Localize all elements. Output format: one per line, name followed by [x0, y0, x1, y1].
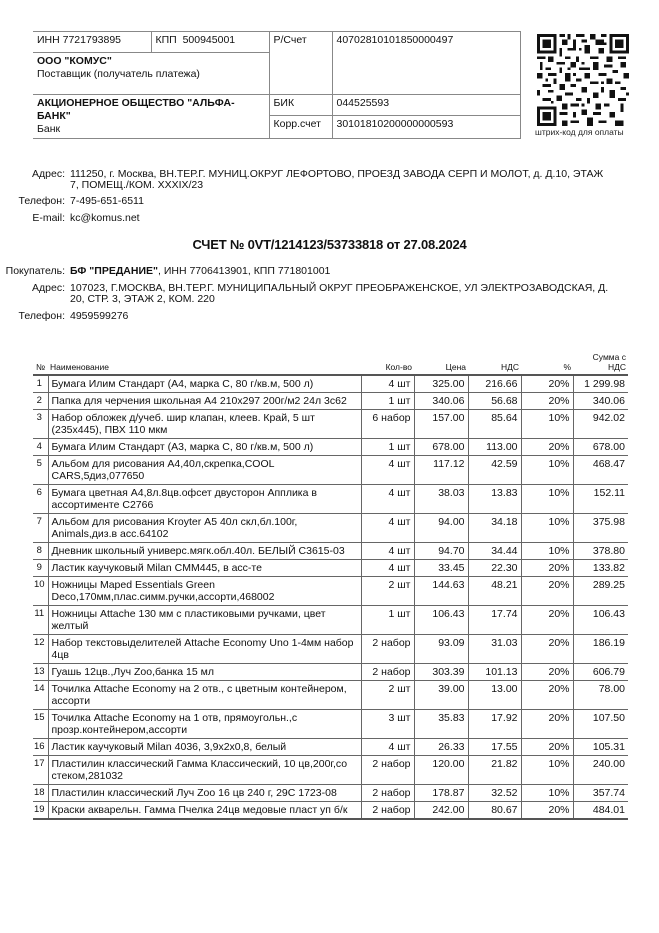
item-name: Дневник школьный универс.мягк.обл.40л. БЕЛЫЙ С3615-03	[48, 543, 361, 560]
item-price: 242.00	[414, 802, 468, 820]
item-name: Альбом для рисования Kroyter А5 40л скл,бл.100г, Animals,диз.в асс.64102	[48, 514, 361, 543]
col-price: Цена	[414, 349, 468, 375]
item-vat: 31.03	[468, 635, 521, 664]
table-row	[33, 756, 628, 785]
item-sum: 186.19	[573, 635, 628, 664]
buyer-phone-label: Телефон:	[18, 310, 65, 322]
row-number: 13	[33, 664, 48, 681]
item-sum: 78.00	[573, 681, 628, 710]
phone-label: Телефон:	[18, 195, 65, 207]
item-vat-rate: 10%	[521, 514, 573, 543]
table-row	[33, 710, 628, 739]
item-name: Ластик каучуковый Milan 4036, 3,9x2x0,8, белый	[48, 739, 361, 756]
item-price: 117.12	[414, 456, 468, 485]
table-row	[33, 635, 628, 664]
buyer-address-label: Адрес:	[32, 282, 65, 294]
item-price: 157.00	[414, 410, 468, 439]
item-qty: 4 шт	[361, 514, 414, 543]
row-number: 9	[33, 560, 48, 577]
address-label: Адрес:	[32, 168, 65, 180]
item-name: Краски акварельн. Гамма Пчелка 24цв медовые пласт уп б/к	[48, 802, 361, 820]
buyer-address-line2: 20, СТР. 3, ЭТАЖ 2, КОМ. 220	[70, 293, 215, 305]
item-price: 94.00	[414, 514, 468, 543]
bik-label: БИК	[269, 95, 332, 116]
item-vat-rate: 20%	[521, 560, 573, 577]
item-sum: 678.00	[573, 439, 628, 456]
item-sum: 484.01	[573, 802, 628, 820]
col-rate: %	[521, 349, 573, 375]
item-qty: 6 набор	[361, 410, 414, 439]
item-vat: 17.55	[468, 739, 521, 756]
item-vat-rate: 20%	[521, 577, 573, 606]
item-vat-rate: 20%	[521, 664, 573, 681]
item-name: Гуашь 12цв.,Луч Zoo,банка 15 мл	[48, 664, 361, 681]
item-sum: 289.25	[573, 577, 628, 606]
item-vat: 101.13	[468, 664, 521, 681]
row-number: 16	[33, 739, 48, 756]
col-vat: НДС	[468, 349, 521, 375]
supplier-kpp: КПП 500945001	[151, 32, 269, 53]
item-name: Точилка Attache Economy на 2 отв., с цветным контейнером, ассорти	[48, 681, 361, 710]
supplier-address-line1: 111250, г. Москва, ВН.ТЕР.Г. МУНИЦ.ОКРУГ ЛЕФОРТОВО, ПРОЕЗД ЗАВОДА СЕРП И МОЛОТ, д. Д.10, ЭТАЖ	[70, 168, 604, 180]
item-name: Бумага Илим Стандарт (А3, марка С, 80 г/кв.м, 500 л)	[48, 439, 361, 456]
item-vat-rate: 20%	[521, 710, 573, 739]
table-row	[33, 739, 628, 756]
table-header	[33, 349, 628, 375]
item-price: 38.03	[414, 485, 468, 514]
item-vat: 42.59	[468, 456, 521, 485]
item-price: 340.06	[414, 393, 468, 410]
item-qty: 4 шт	[361, 543, 414, 560]
row-number: 17	[33, 756, 48, 785]
item-name: Папка для черчения школьная А4 210x297 200г/м2 24л 3с62	[48, 393, 361, 410]
item-price: 93.09	[414, 635, 468, 664]
buyer-label: Покупатель:	[5, 265, 65, 277]
item-vat-rate: 20%	[521, 739, 573, 756]
item-vat: 56.68	[468, 393, 521, 410]
table-row	[33, 560, 628, 577]
item-name: Ножницы Attache 130 мм с пластиковыми ручками, цвет желтый	[48, 606, 361, 635]
row-number: 7	[33, 514, 48, 543]
item-vat: 22.30	[468, 560, 521, 577]
row-number: 10	[33, 577, 48, 606]
item-vat: 34.18	[468, 514, 521, 543]
supplier-phone: 7-495-651-6511	[70, 195, 144, 207]
item-vat-rate: 20%	[521, 635, 573, 664]
buyer-info	[5, 265, 645, 325]
item-name: Набор обложек д/учеб. шир клапан, клеев. Край, 5 шт (235x445), ПВХ 110 мкм	[48, 410, 361, 439]
row-number: 1	[33, 375, 48, 393]
supplier-name: ООО "КОМУС"	[37, 55, 112, 67]
row-number: 19	[33, 802, 48, 820]
item-name: Бумага цветная А4,8л.8цв.офсет двусторон Апплика в ассортименте С2766	[48, 485, 361, 514]
item-sum: 468.47	[573, 456, 628, 485]
item-vat-rate: 20%	[521, 375, 573, 393]
item-sum: 340.06	[573, 393, 628, 410]
supplier-role: Поставщик (получатель платежа)	[37, 68, 200, 80]
item-qty: 2 набор	[361, 635, 414, 664]
supplier-address-line2: 7, ПОМЕЩ./КОМ. XXXIX/23	[70, 179, 204, 191]
row-number: 4	[33, 439, 48, 456]
supplier-email[interactable]: kc@komus.net	[70, 212, 140, 224]
item-price: 33.45	[414, 560, 468, 577]
item-price: 303.39	[414, 664, 468, 681]
table-row	[33, 785, 628, 802]
item-qty: 2 набор	[361, 785, 414, 802]
item-vat: 32.52	[468, 785, 521, 802]
item-qty: 1 шт	[361, 606, 414, 635]
item-sum: 133.82	[573, 560, 628, 577]
item-name: Пластилин классический Луч Zoo 16 цв 240 г, 29С 1723-08	[48, 785, 361, 802]
invoice-title: СЧЕТ № 0VT/1214123/53733818 от 27.08.2024	[192, 237, 467, 252]
item-vat-rate: 10%	[521, 543, 573, 560]
bank-name-cell	[33, 95, 269, 139]
account-label: Р/Счет	[269, 32, 332, 95]
item-qty: 2 набор	[361, 756, 414, 785]
item-qty: 1 шт	[361, 393, 414, 410]
item-name: Набор текстовыделителей Attache Economy Uno 1-4мм набор 4цв	[48, 635, 361, 664]
table-row	[33, 577, 628, 606]
item-sum: 357.74	[573, 785, 628, 802]
item-vat: 85.64	[468, 410, 521, 439]
item-price: 94.70	[414, 543, 468, 560]
item-price: 678.00	[414, 439, 468, 456]
buyer-phone: 4959599276	[70, 310, 129, 322]
item-qty: 4 шт	[361, 739, 414, 756]
item-qty: 2 набор	[361, 802, 414, 820]
item-price: 120.00	[414, 756, 468, 785]
item-price: 178.87	[414, 785, 468, 802]
table-row	[33, 485, 628, 514]
item-name: Пластилин классический Гамма Классический, 10 цв,200г,со стеком,281032	[48, 756, 361, 785]
item-qty: 4 шт	[361, 375, 414, 393]
item-vat: 17.74	[468, 606, 521, 635]
bik-value: 044525593	[332, 95, 521, 116]
corr-label: Корр.счет	[269, 116, 332, 139]
item-vat-rate: 10%	[521, 410, 573, 439]
item-vat-rate: 10%	[521, 456, 573, 485]
item-sum: 378.80	[573, 543, 628, 560]
bank-details-table	[33, 31, 521, 139]
table-row	[33, 606, 628, 635]
email-label: E-mail:	[32, 212, 65, 224]
item-vat: 80.67	[468, 802, 521, 820]
bank-name: АКЦИОНЕРНОЕ ОБЩЕСТВО "АЛЬФА-БАНК"	[37, 97, 235, 122]
col-qty: Кол-во	[361, 349, 414, 375]
item-vat-rate: 20%	[521, 681, 573, 710]
table-row	[33, 410, 628, 439]
table-row	[33, 681, 628, 710]
row-number: 18	[33, 785, 48, 802]
col-num: №	[33, 349, 48, 375]
item-name: Бумага Илим Стандарт (А4, марка С, 80 г/кв.м, 500 л)	[48, 375, 361, 393]
table-row	[33, 543, 628, 560]
item-qty: 2 набор	[361, 664, 414, 681]
row-number: 2	[33, 393, 48, 410]
items-table	[33, 349, 628, 820]
item-vat-rate: 10%	[521, 785, 573, 802]
item-vat: 13.00	[468, 681, 521, 710]
row-number: 14	[33, 681, 48, 710]
item-name: Альбом для рисования А4,40л,скрепка,COOL CARS,5диз,077650	[48, 456, 361, 485]
item-sum: 942.02	[573, 410, 628, 439]
item-price: 35.83	[414, 710, 468, 739]
item-price: 26.33	[414, 739, 468, 756]
table-row	[33, 439, 628, 456]
table-row	[33, 514, 628, 543]
item-sum: 1 299.98	[573, 375, 628, 393]
item-sum: 105.31	[573, 739, 628, 756]
item-sum: 107.50	[573, 710, 628, 739]
item-sum: 240.00	[573, 756, 628, 785]
qr-label: штрих-код для оплаты	[535, 127, 624, 137]
row-number: 6	[33, 485, 48, 514]
buyer-address-line1: 107023, Г.МОСКВА, ВН.ТЕР.Г. МУНИЦИПАЛЬНЫЙ ОКРУГ ПРЕОБРАЖЕНСКОЕ, УЛ ЭЛЕКТРОЗАВОДСКАЯ, Д.	[70, 282, 609, 294]
item-price: 325.00	[414, 375, 468, 393]
item-vat: 48.21	[468, 577, 521, 606]
item-vat: 34.44	[468, 543, 521, 560]
item-qty: 1 шт	[361, 439, 414, 456]
supplier-contacts	[5, 168, 645, 228]
item-qty: 4 шт	[361, 456, 414, 485]
table-row	[33, 375, 628, 393]
buyer-name: БФ "ПРЕДАНИЕ"	[70, 265, 158, 277]
row-number: 3	[33, 410, 48, 439]
item-vat-rate: 20%	[521, 606, 573, 635]
col-name: Наименование	[48, 349, 361, 375]
table-row	[33, 664, 628, 681]
item-vat: 17.92	[468, 710, 521, 739]
item-name: Ластик каучуковый Milan CMM445, в асс-те	[48, 560, 361, 577]
table-row	[33, 456, 628, 485]
item-vat-rate: 20%	[521, 802, 573, 820]
item-vat: 13.83	[468, 485, 521, 514]
item-price: 106.43	[414, 606, 468, 635]
item-vat-rate: 20%	[521, 393, 573, 410]
item-sum: 106.43	[573, 606, 628, 635]
row-number: 12	[33, 635, 48, 664]
item-vat: 216.66	[468, 375, 521, 393]
row-number: 5	[33, 456, 48, 485]
table-row	[33, 802, 628, 820]
item-qty: 2 шт	[361, 681, 414, 710]
item-vat-rate: 10%	[521, 756, 573, 785]
item-sum: 152.11	[573, 485, 628, 514]
item-qty: 4 шт	[361, 560, 414, 577]
bank-role: Банк	[37, 123, 61, 135]
row-number: 8	[33, 543, 48, 560]
qr-code-icon	[536, 34, 630, 126]
col-sum: Сумма с НДС	[573, 349, 628, 375]
table-row	[33, 393, 628, 410]
item-vat-rate: 20%	[521, 439, 573, 456]
item-price: 144.63	[414, 577, 468, 606]
supplier-inn: ИНН 7721793895	[33, 32, 151, 53]
item-sum: 606.79	[573, 664, 628, 681]
item-name: Ножницы Maped Essentials Green Deco,170мм,плас.симм.ручки,ассорти,468002	[48, 577, 361, 606]
item-name: Точилка Attache Economy на 1 отв, прямоугольн.,с прозр.контейнером,ассорти	[48, 710, 361, 739]
item-price: 39.00	[414, 681, 468, 710]
item-qty: 2 шт	[361, 577, 414, 606]
corr-value: 30101810200000000593	[332, 116, 521, 139]
item-qty: 3 шт	[361, 710, 414, 739]
supplier-name-cell	[33, 53, 269, 95]
item-vat: 21.82	[468, 756, 521, 785]
item-qty: 4 шт	[361, 485, 414, 514]
buyer-details: , ИНН 7706413901, КПП 771801001	[158, 265, 331, 277]
item-vat-rate: 10%	[521, 485, 573, 514]
item-vat: 113.00	[468, 439, 521, 456]
row-number: 15	[33, 710, 48, 739]
buyer-line	[70, 265, 330, 277]
account-number: 40702810101850000497	[332, 32, 521, 95]
row-number: 11	[33, 606, 48, 635]
item-sum: 375.98	[573, 514, 628, 543]
